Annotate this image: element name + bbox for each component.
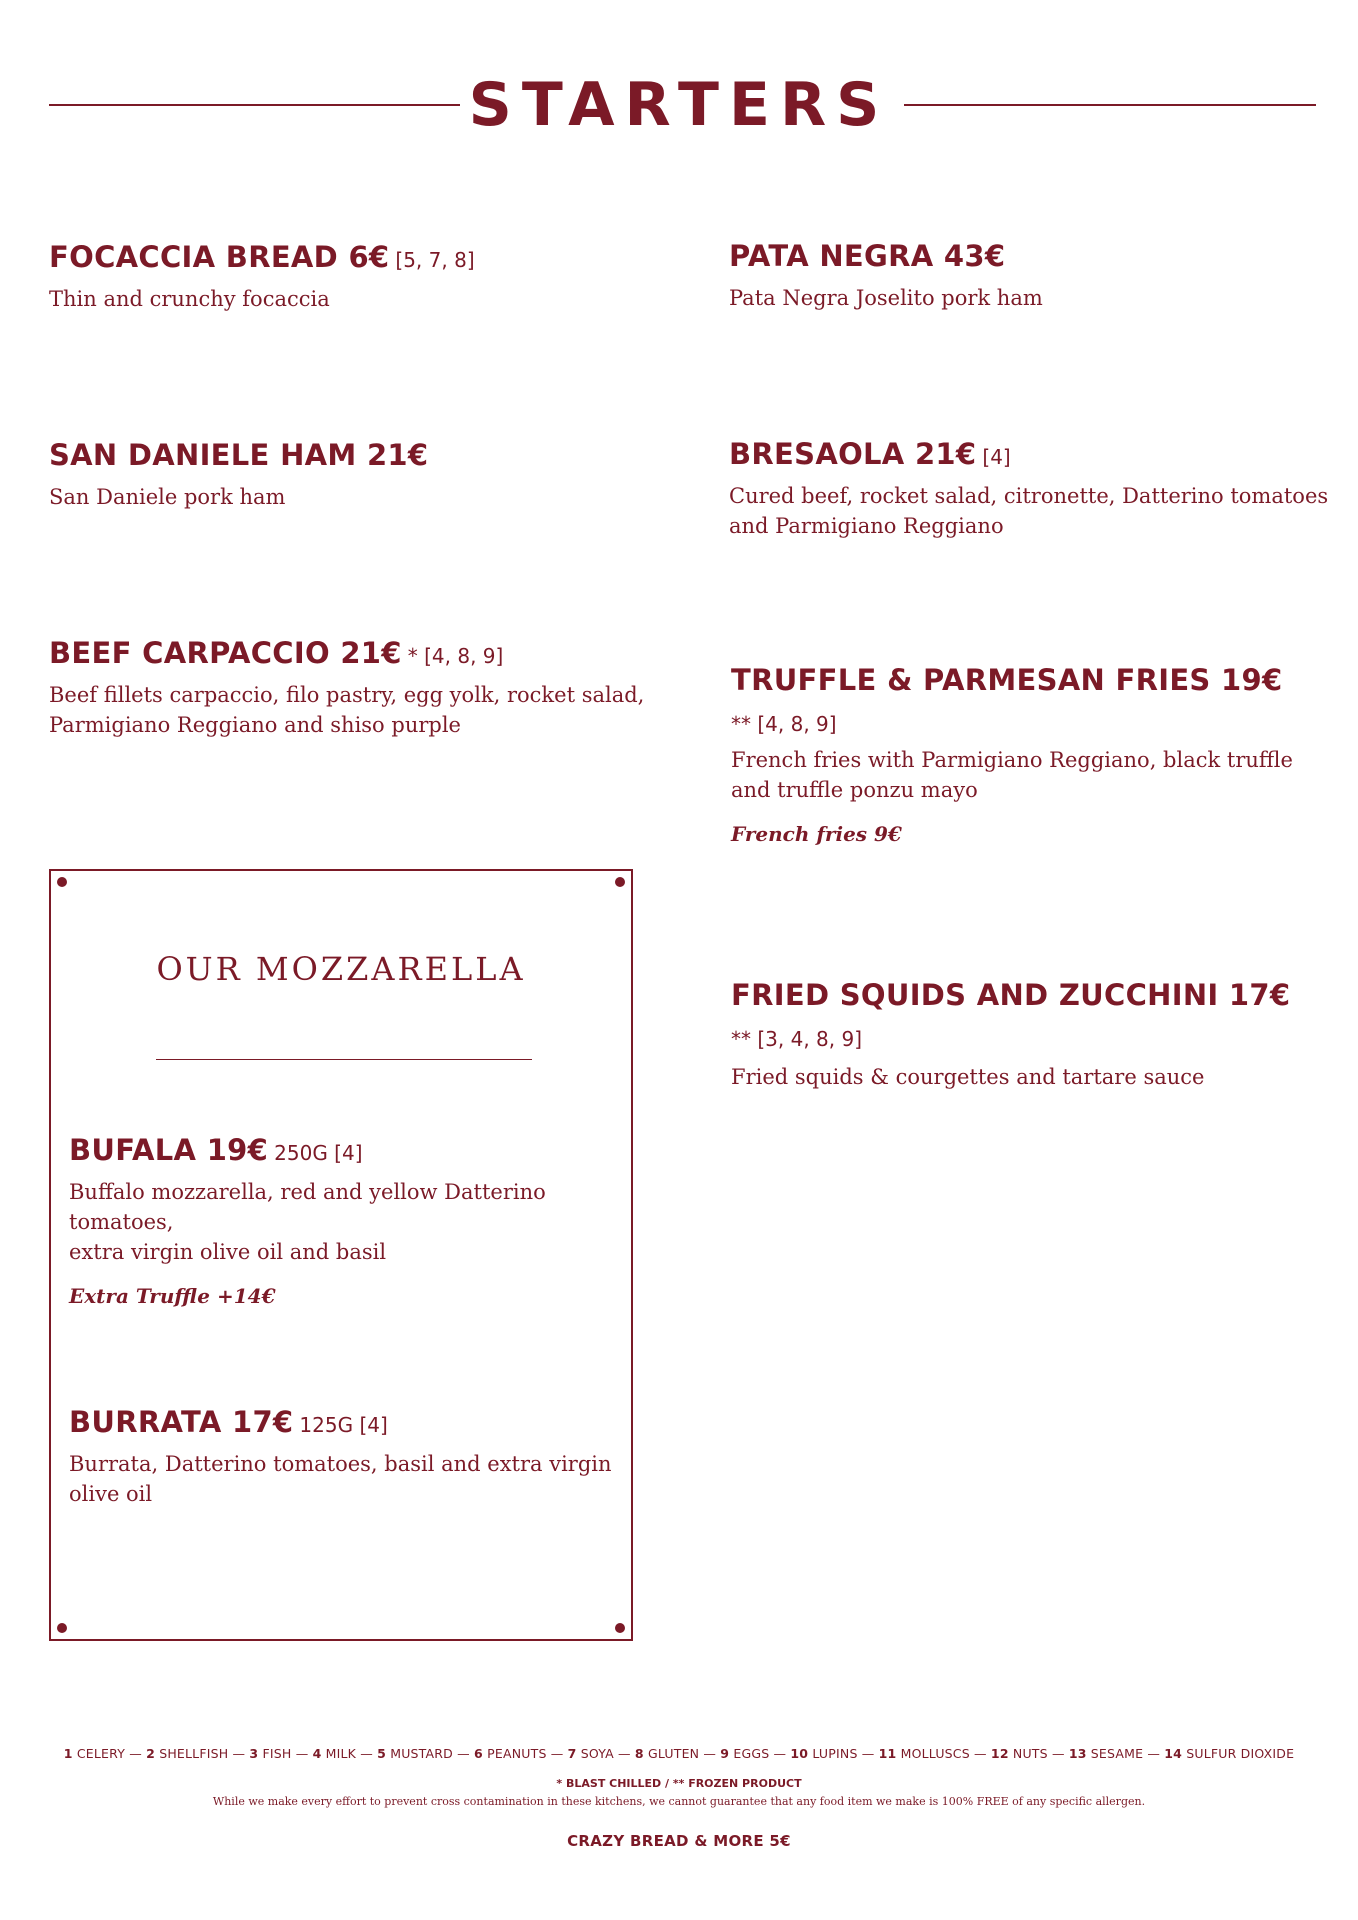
allergen-entry — [377, 1746, 453, 1761]
allergen-number: 6 — [474, 1746, 483, 1761]
allergen-entry — [720, 1746, 769, 1761]
allergen-separator: — — [1143, 1746, 1165, 1761]
allergen-disclaimer: While we make every effort to prevent cross contamination in these kitchens, we cannot guarantee that any food item we make is 100% FREE of any specific allergen. — [212, 1795, 1146, 1808]
item-description-line: Burrata, Datterino tomatoes, basil and extra virgin — [69, 1452, 612, 1476]
allergen-number: 4 — [312, 1746, 322, 1761]
allergen-entry — [474, 1746, 547, 1761]
allergen-label: FISH — [258, 1746, 292, 1761]
allergen-entry — [64, 1746, 125, 1761]
menu-item-beef-carpaccio — [49, 633, 669, 740]
allergen-label: LUPINS — [808, 1746, 858, 1761]
item-name: PATA NEGRA 43€ — [729, 239, 1006, 273]
allergen-separator: — — [546, 1746, 568, 1761]
menu-item-focaccia — [49, 237, 649, 314]
allergen-label: MILK — [321, 1746, 357, 1761]
item-allergens: 125G [4] — [299, 1413, 388, 1437]
item-description-line: Cured beef, rocket salad, citronette, Datterino tomatoes — [729, 484, 1329, 508]
item-allergens: ** [3, 4, 8, 9] — [731, 1027, 863, 1051]
corner-dot — [615, 877, 625, 887]
item-allergens: * [4, 8, 9] — [407, 644, 504, 668]
allergen-separator: — — [125, 1746, 147, 1761]
allergen-label: SHELLFISH — [155, 1746, 229, 1761]
menu-item-truffle-fries — [731, 660, 1331, 849]
allergen-number: 14 — [1164, 1746, 1183, 1761]
menu-item-bufala — [69, 1130, 629, 1311]
menu-item-bresaola — [729, 434, 1349, 541]
allergen-label: GLUTEN — [643, 1746, 700, 1761]
allergen-label: CELERY — [72, 1746, 126, 1761]
page-title: STARTERS — [468, 70, 890, 140]
allergen-entry — [879, 1746, 970, 1761]
item-description-line: and Parmigiano Reggiano — [729, 514, 1004, 538]
menu-item-fried-squids — [731, 975, 1341, 1092]
allergen-entry — [790, 1746, 857, 1761]
item-name: FOCACCIA BREAD 6€ — [49, 240, 390, 274]
allergen-entry — [991, 1746, 1048, 1761]
allergen-entry — [568, 1746, 614, 1761]
allergen-number: 9 — [720, 1746, 730, 1761]
item-name: FRIED SQUIDS AND ZUCCHINI 17€ — [731, 978, 1291, 1012]
allergen-separator: — — [699, 1746, 721, 1761]
item-description-line: French fries with Parmigiano Reggiano, black truffle — [731, 748, 1293, 772]
allergen-number: 13 — [1068, 1746, 1087, 1761]
item-description-line: Parmigiano Reggiano and shiso purple — [49, 713, 461, 737]
allergen-separator: — — [228, 1746, 250, 1761]
allergen-number: 7 — [567, 1746, 577, 1761]
allergen-number: 8 — [634, 1746, 644, 1761]
allergen-label: SESAME — [1086, 1746, 1144, 1761]
item-description-line: Buffalo mozzarella, red and yellow Datterino tomatoes, — [69, 1180, 546, 1234]
allergen-separator: — — [356, 1746, 378, 1761]
allergen-entry — [313, 1746, 357, 1761]
allergen-label: SOYA — [576, 1746, 614, 1761]
item-description: Fried squids & courgettes and tartare sauce — [731, 1065, 1205, 1089]
item-name: BUFALA 19€ — [69, 1133, 269, 1167]
item-allergens: [4] — [982, 445, 1011, 469]
item-name: BURRATA 17€ — [69, 1405, 294, 1439]
allergen-separator: — — [857, 1746, 879, 1761]
allergen-separator: — — [969, 1746, 991, 1761]
item-name: BRESAOLA 21€ — [729, 437, 977, 471]
allergen-entry — [249, 1746, 291, 1761]
allergen-number: 2 — [146, 1746, 156, 1761]
item-description: Thin and crunchy focaccia — [49, 287, 330, 311]
allergen-entry — [1164, 1746, 1294, 1761]
allergen-separator: — — [291, 1746, 313, 1761]
item-allergens: ** [4, 8, 9] — [731, 712, 837, 736]
menu-item-san-daniele — [49, 435, 649, 512]
allergen-number: 1 — [63, 1746, 73, 1761]
item-description-line: Beef fillets carpaccio, filo pastry, egg yolk, rocket salad, — [49, 683, 645, 707]
mozzarella-divider — [156, 1059, 532, 1060]
allergen-number: 10 — [790, 1746, 809, 1761]
allergen-label: SULFUR DIOXIDE — [1182, 1746, 1295, 1761]
item-name: BEEF CARPACCIO 21€ — [49, 636, 402, 670]
allergen-label: EGGS — [729, 1746, 770, 1761]
allergen-label: MUSTARD — [386, 1746, 453, 1761]
item-allergens: 250G [4] — [274, 1141, 363, 1165]
allergen-separator: — — [1047, 1746, 1069, 1761]
allergen-entry — [635, 1746, 699, 1761]
item-allergens: [5, 7, 8] — [395, 248, 475, 272]
allergen-number: 5 — [377, 1746, 387, 1761]
mozzarella-title: OUR MOZZARELLA — [156, 950, 526, 988]
corner-dot — [615, 1623, 625, 1633]
item-name: SAN DANIELE HAM 21€ — [49, 438, 429, 472]
crazy-bread-note: CRAZY BREAD & MORE 5€ — [567, 1832, 791, 1850]
allergen-label: PEANUTS — [482, 1746, 547, 1761]
item-description: San Daniele pork ham — [49, 485, 286, 509]
item-extra: Extra Truffle +14€ — [69, 1284, 276, 1308]
item-description-line: and truffle ponzu mayo — [731, 778, 978, 802]
allergen-entry — [1069, 1746, 1143, 1761]
allergen-entry — [146, 1746, 228, 1761]
frozen-legend: * BLAST CHILLED / ** FROZEN PRODUCT — [556, 1777, 802, 1790]
title-rule-right — [904, 104, 1316, 106]
allergen-separator: — — [769, 1746, 791, 1761]
item-name: TRUFFLE & PARMESAN FRIES 19€ — [731, 663, 1283, 697]
allergen-separator: — — [613, 1746, 635, 1761]
item-extra: French fries 9€ — [731, 822, 902, 846]
allergen-separator: — — [453, 1746, 475, 1761]
allergen-number: 3 — [249, 1746, 259, 1761]
menu-item-pata-negra — [729, 236, 1329, 313]
allergen-number: 11 — [878, 1746, 897, 1761]
corner-dot — [57, 877, 67, 887]
allergen-label: MOLLUSCS — [896, 1746, 970, 1761]
item-description-line: olive oil — [69, 1482, 153, 1506]
corner-dot — [57, 1623, 67, 1633]
item-description: Pata Negra Joselito pork ham — [729, 286, 1043, 310]
allergen-label: NUTS — [1008, 1746, 1048, 1761]
allergen-number: 12 — [990, 1746, 1009, 1761]
mozzarella-box — [49, 869, 633, 1641]
item-description-line: extra virgin olive oil and basil — [69, 1240, 387, 1264]
menu-item-burrata — [69, 1402, 629, 1509]
allergen-list — [0, 1744, 1358, 1764]
